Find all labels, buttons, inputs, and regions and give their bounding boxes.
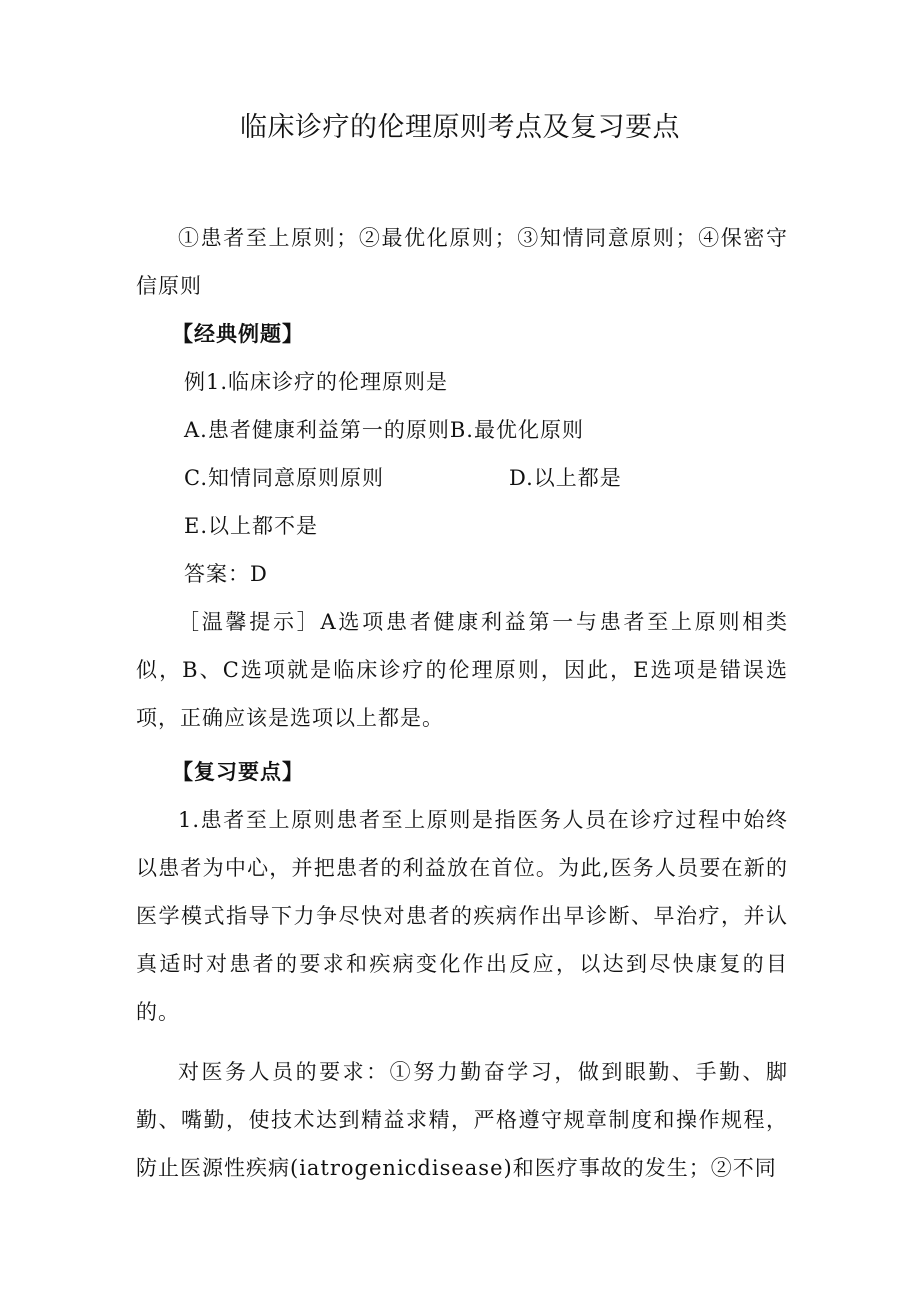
options-row-cd bbox=[136, 454, 788, 502]
tip-paragraph: ［温馨提示］A选项患者健康利益第一与患者至上原则相类似，B、C选项就是临床诊疗的伦理原则，因此，E选项是错误选项，正确应该是选项以上都是。 bbox=[136, 610, 788, 730]
example-question: 例1.临床诊疗的伦理原则是 bbox=[184, 370, 449, 394]
document-title: 临床诊疗的伦理原则考点及复习要点 bbox=[240, 112, 680, 143]
option-a: A.患者健康利益第一的原则 bbox=[184, 418, 450, 442]
option-b: B.最优化原则 bbox=[449, 418, 584, 442]
example-heading: 【经典例题】 bbox=[172, 321, 304, 346]
document-body bbox=[136, 214, 788, 1192]
answer: 答案：D bbox=[184, 562, 268, 586]
review-point-1: 1.患者至上原则患者至上原则是指医务人员在诊疗过程中始终以患者为中心，并把患者的利益放在首位。为此,医务人员要在新的医学模式指导下力争尽快对患者的疾病作出早诊断、早治疗，并认真适时对患者的要求和疾病变化作出反应，以达到尽快康复的目的。 bbox=[136, 808, 788, 1024]
option-c: C.知情同意原则原则 bbox=[184, 466, 384, 490]
option-d: D.以上都是 bbox=[509, 466, 622, 490]
option-e: E.以上都不是 bbox=[184, 514, 319, 538]
options-row-ab bbox=[136, 406, 788, 454]
review-heading: 【复习要点】 bbox=[172, 759, 304, 784]
principles-summary: ①患者至上原则；②最优化原则；③知情同意原则；④保密守信原则 bbox=[136, 226, 788, 298]
staff-requirements: 对医务人员的要求：①努力勤奋学习，做到眼勤、手勤、脚勤、嘴勤，使技术达到精益求精，严格遵守规章制度和操作规程，防止医源性疾病(iatrogenicdisease)和医疗事故的发生；②不同 bbox=[136, 1060, 788, 1180]
